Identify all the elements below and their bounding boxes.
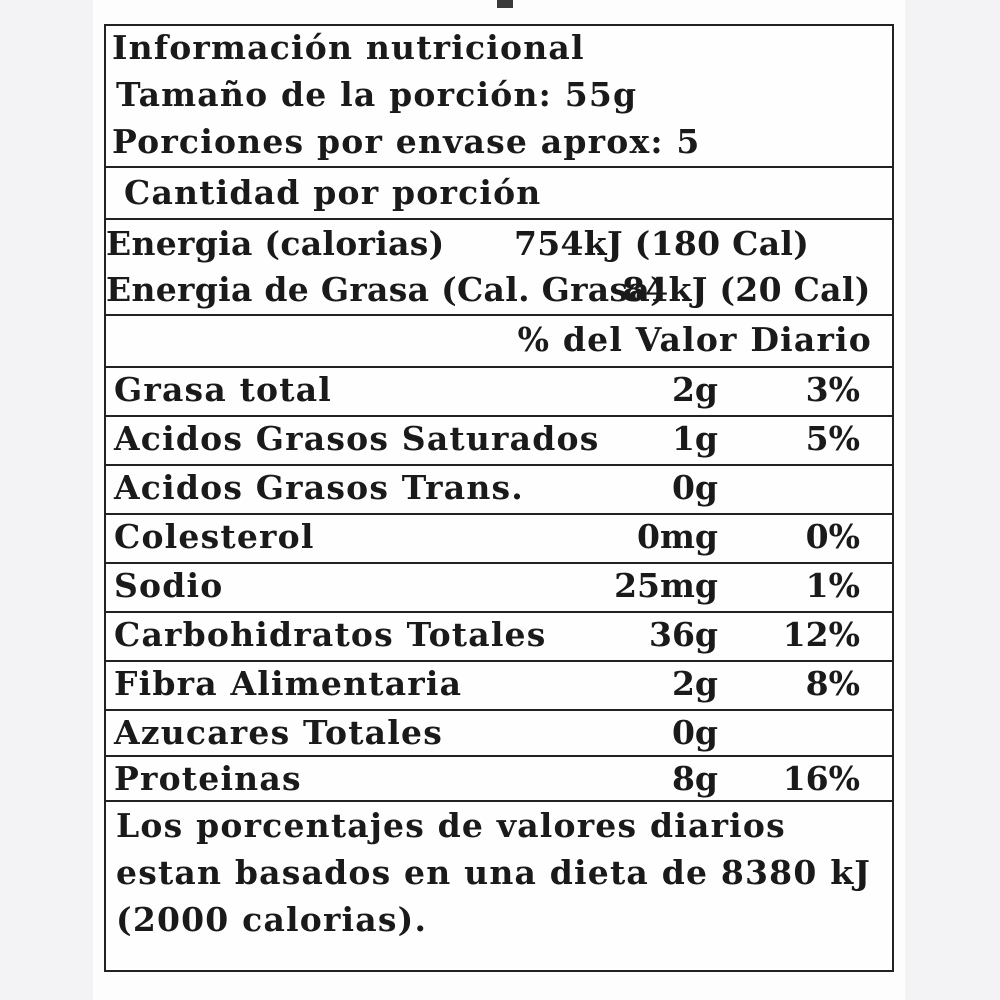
nutrient-amount: 8g [671, 759, 718, 798]
nutrient-row [106, 368, 892, 417]
footnote-line-3: (2000 calorias). [116, 900, 428, 939]
nutrient-row [106, 757, 892, 802]
nutrient-daily-value: 8% [805, 664, 860, 703]
nutrient-daily-value: 16% [782, 759, 860, 798]
amount-per-serving-row [106, 168, 892, 220]
nutrient-amount: 0mg [637, 517, 718, 556]
nutrient-daily-value: 3% [805, 370, 860, 409]
energy-fat-value: 84kJ (20 Cal) [622, 270, 871, 309]
print-mark [497, 0, 513, 8]
nutrient-daily-value: 1% [805, 566, 860, 605]
daily-value-header: % del Valor Diario [517, 320, 872, 359]
footnote-line-2: estan basados en una dieta de 8380 kJ [116, 853, 872, 892]
nutrient-name: Grasa total [114, 370, 333, 409]
nutrient-name: Acidos Grasos Saturados [114, 419, 600, 458]
nutrient-name: Colesterol [114, 517, 315, 556]
nutrient-name: Azucares Totales [114, 713, 443, 752]
nutrient-daily-value: 12% [782, 615, 860, 654]
nutrient-name: Carbohidratos Totales [114, 615, 547, 654]
daily-value-header-row [106, 316, 892, 368]
nutrient-name: Proteinas [114, 759, 302, 798]
nutrient-row [106, 662, 892, 711]
energy-section [106, 220, 892, 316]
nutrient-row [106, 515, 892, 564]
footnote-section [106, 802, 892, 972]
label-title: Información nutricional [112, 28, 585, 67]
nutrient-row [106, 564, 892, 613]
nutrient-row [106, 711, 892, 757]
nutrient-amount: 25mg [614, 566, 718, 605]
nutrient-daily-value: 5% [805, 419, 860, 458]
nutrient-name: Fibra Alimentaria [114, 664, 463, 703]
serving-size: Tamaño de la porción: 55g [116, 75, 638, 114]
energy-label: Energia (calorias) [106, 224, 445, 263]
nutrient-amount: 1g [671, 419, 718, 458]
nutrient-name: Acidos Grasos Trans. [114, 468, 524, 507]
nutrient-amount: 0g [671, 468, 718, 507]
nutrient-amount: 0g [671, 713, 718, 752]
energy-fat-label: Energia de Grasa (Cal. Grasa) [106, 270, 666, 309]
amount-per-serving: Cantidad por porción [124, 173, 542, 212]
nutrient-amount: 2g [671, 370, 718, 409]
nutrient-row [106, 613, 892, 662]
nutrient-name: Sodio [114, 566, 224, 605]
nutrient-amount: 2g [671, 664, 718, 703]
nutrient-row [106, 466, 892, 515]
background-left-edge [0, 0, 93, 1000]
header-section [106, 26, 892, 168]
nutrient-daily-value: 0% [805, 517, 860, 556]
servings-per-container: Porciones por envase aprox: 5 [112, 122, 701, 161]
footnote-line-1: Los porcentajes de valores diarios [116, 806, 786, 845]
background-right-edge [905, 0, 1000, 1000]
energy-value: 754kJ (180 Cal) [514, 224, 810, 263]
nutrient-row [106, 417, 892, 466]
nutrition-facts-label [104, 24, 894, 972]
nutrient-amount: 36g [649, 615, 718, 654]
